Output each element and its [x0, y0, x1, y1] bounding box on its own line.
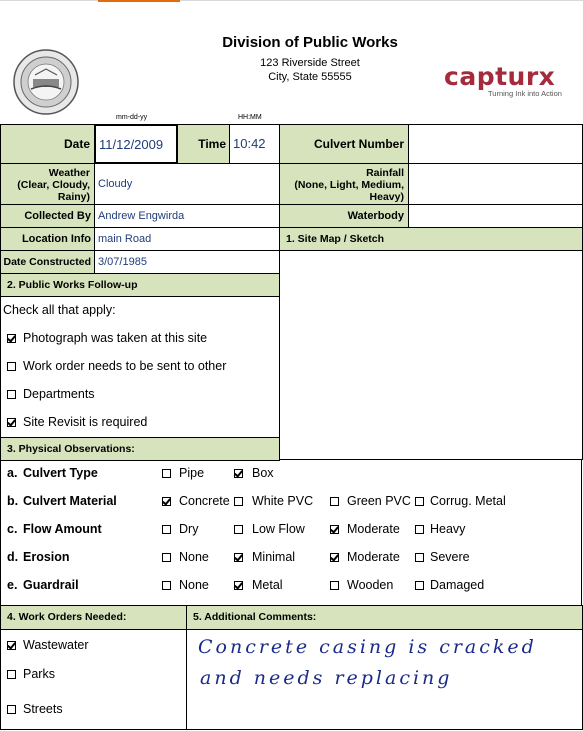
obs-key: a.	[7, 466, 18, 480]
followup-checkbox-work-order[interactable]	[7, 362, 16, 371]
guardrail-damaged-checkbox[interactable]	[415, 581, 424, 590]
material-white-pvc-checkbox[interactable]	[234, 497, 243, 506]
culvert-number-label: Culvert Number	[279, 124, 409, 164]
time-format-hint: HH:MM	[238, 114, 262, 121]
erosion-moderate-checkbox[interactable]	[330, 553, 339, 562]
erosion-minimal-label: Minimal	[252, 550, 296, 564]
handwritten-comment-line1: Concrete casing is cracked	[198, 636, 537, 658]
obs-key: e.	[7, 578, 18, 592]
divider	[279, 459, 583, 460]
erosion-none-label: None	[179, 550, 209, 564]
obs-label-guardrail: Guardrail	[23, 578, 79, 592]
followup-intro: Check all that apply:	[3, 303, 116, 317]
material-corrug-metal-checkbox[interactable]	[415, 497, 424, 506]
material-white-pvc-label: White PVC	[252, 494, 314, 508]
work-order-streets-label: Streets	[23, 702, 63, 716]
time-label: Time	[177, 124, 230, 164]
followup-checkbox-photo[interactable]	[7, 334, 16, 343]
city-seal-icon	[13, 49, 79, 115]
waterbody-label: Waterbody	[279, 204, 409, 228]
work-order-parks-label: Parks	[23, 667, 55, 681]
followup-item-revisit: Site Revisit is required	[23, 415, 148, 429]
logo-tagline: Turning Ink into Action	[488, 89, 562, 98]
guardrail-damaged-label: Damaged	[430, 578, 485, 592]
date-label: Date	[0, 124, 95, 164]
collected-by-label: Collected By	[0, 204, 95, 228]
culvert-type-pipe-label: Pipe	[179, 466, 205, 480]
guardrail-metal-checkbox[interactable]	[234, 581, 243, 590]
material-concrete-label: Concrete	[179, 494, 230, 508]
weather-field[interactable]: Cloudy	[94, 163, 280, 205]
logo-wordmark: capturx	[444, 62, 556, 91]
guardrail-none-checkbox[interactable]	[162, 581, 171, 590]
collected-by-field[interactable]: Andrew Engwirda	[94, 204, 280, 228]
page-title: Division of Public Works	[222, 34, 398, 51]
divider	[0, 460, 1, 606]
rainfall-label-line2: (None, Light, Medium,	[294, 179, 404, 191]
obs-label-culvert-material: Culvert Material	[23, 494, 117, 508]
date-constructed-field[interactable]: 3/07/1985	[94, 250, 280, 274]
material-concrete-checkbox[interactable]	[162, 497, 171, 506]
rainfall-label-line3: Heavy)	[369, 191, 404, 203]
rainfall-label	[279, 163, 409, 205]
flow-heavy-label: Heavy	[430, 522, 466, 536]
date-format-hint: mm-dd-yy	[116, 114, 148, 121]
weather-label-line2: (Clear, Cloudy,	[17, 179, 90, 191]
capturx-logo	[440, 62, 580, 102]
obs-label-culvert-type: Culvert Type	[23, 466, 98, 480]
obs-label-flow-amount: Flow Amount	[23, 522, 102, 536]
obs-key: c.	[7, 522, 18, 536]
work-order-wastewater-checkbox[interactable]	[7, 641, 16, 650]
followup-item-departments: Departments	[23, 387, 95, 401]
tab-indicator	[98, 0, 180, 2]
flow-moderate-checkbox[interactable]	[330, 525, 339, 534]
followup-checkbox-revisit[interactable]	[7, 418, 16, 427]
site-map-canvas[interactable]	[279, 250, 583, 460]
guardrail-none-label: None	[179, 578, 209, 592]
erosion-minimal-checkbox[interactable]	[234, 553, 243, 562]
address-street: 123 Riverside Street	[260, 57, 360, 69]
flow-low-label: Low Flow	[252, 522, 305, 536]
rainfall-field[interactable]	[408, 163, 583, 205]
work-order-parks-checkbox[interactable]	[7, 670, 16, 679]
flow-dry-label: Dry	[179, 522, 199, 536]
culvert-type-pipe-checkbox[interactable]	[162, 469, 171, 478]
physical-observations-header: 3. Physical Observations:	[0, 437, 280, 461]
top-border	[0, 0, 583, 1]
location-info-field[interactable]: main Road	[94, 227, 280, 251]
followup-checkbox-departments[interactable]	[7, 390, 16, 399]
material-green-pvc-label: Green PVC	[347, 494, 411, 508]
obs-label-erosion: Erosion	[23, 550, 70, 564]
guardrail-wooden-label: Wooden	[347, 578, 394, 592]
location-info-label: Location Info	[0, 227, 95, 251]
followup-item-work-order: Work order needs to be sent to other	[23, 359, 227, 373]
site-map-header: 1. Site Map / Sketch	[279, 227, 583, 251]
address-block	[175, 56, 445, 84]
obs-key: d.	[7, 550, 19, 564]
followup-item-photo: Photograph was taken at this site	[23, 331, 208, 345]
flow-heavy-checkbox[interactable]	[415, 525, 424, 534]
weather-label	[0, 163, 95, 205]
erosion-severe-checkbox[interactable]	[415, 553, 424, 562]
material-corrug-metal-label: Corrug. Metal	[430, 494, 506, 508]
weather-label-line1: Weather	[48, 167, 90, 179]
erosion-severe-label: Severe	[430, 550, 470, 564]
erosion-moderate-label: Moderate	[347, 550, 400, 564]
date-constructed-label: Date Constructed	[0, 250, 95, 274]
culvert-number-field[interactable]	[408, 124, 583, 164]
time-field[interactable]: 10:42	[229, 124, 280, 164]
date-field[interactable]: 11/12/2009	[94, 124, 178, 164]
additional-comments-header: 5. Additional Comments:	[186, 605, 583, 630]
erosion-none-checkbox[interactable]	[162, 553, 171, 562]
work-order-streets-checkbox[interactable]	[7, 705, 16, 714]
work-order-wastewater-label: Wastewater	[23, 638, 89, 652]
flow-dry-checkbox[interactable]	[162, 525, 171, 534]
divider	[581, 460, 582, 606]
culvert-type-box-checkbox[interactable]	[234, 469, 243, 478]
flow-moderate-label: Moderate	[347, 522, 400, 536]
followup-header: 2. Public Works Follow-up	[0, 273, 280, 297]
work-orders-header: 4. Work Orders Needed:	[0, 605, 187, 630]
flow-low-checkbox[interactable]	[234, 525, 243, 534]
address-city: City, State 55555	[268, 71, 352, 83]
guardrail-wooden-checkbox[interactable]	[330, 581, 339, 590]
obs-key: b.	[7, 494, 19, 508]
weather-label-line3: Rainy)	[57, 191, 90, 203]
waterbody-field[interactable]	[408, 204, 583, 228]
material-green-pvc-checkbox[interactable]	[330, 497, 339, 506]
culvert-type-box-label: Box	[252, 466, 274, 480]
handwritten-comment-line2: and needs replacing	[200, 667, 453, 689]
guardrail-metal-label: Metal	[252, 578, 283, 592]
rainfall-label-line1: Rainfall	[366, 167, 404, 179]
